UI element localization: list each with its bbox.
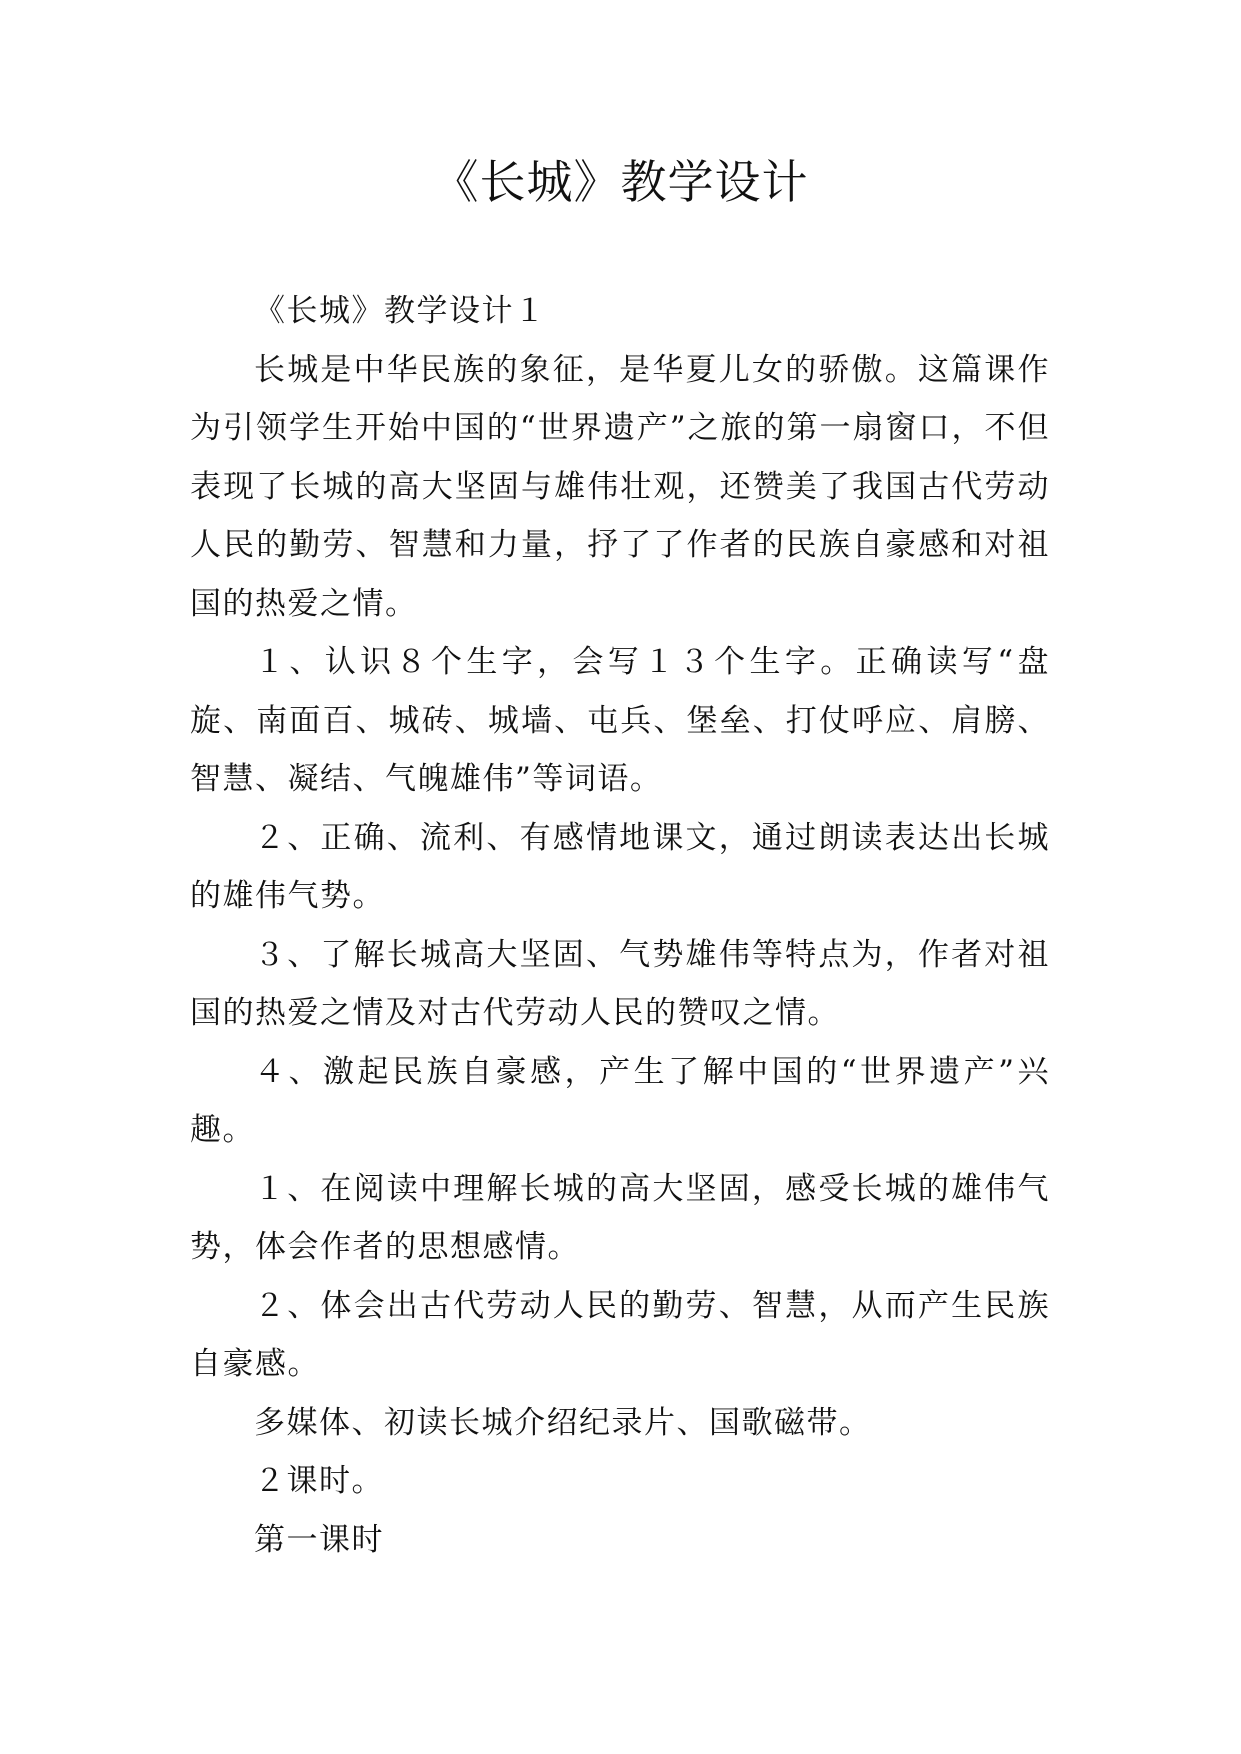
document-title: 《长城》教学设计 <box>432 155 809 209</box>
document-body <box>190 282 1050 1569</box>
key-point-1: １、在阅读中理解长城的高大坚固，感受长城的雄伟气势，体会作者的思想感情。 <box>190 1170 1050 1265</box>
section-heading: 《长城》教学设计１ <box>254 293 547 329</box>
objective-3: ３、了解长城高大坚固、气势雄伟等特点为，作者对祖国的热爱之情及对古代劳动人民的赞叹之情。 <box>190 936 1050 1031</box>
key-point-2: ２、体会出古代劳动人民的勤劳、智慧，从而产生民族自豪感。 <box>190 1287 1050 1382</box>
duration-line: ２课时。 <box>254 1463 384 1499</box>
objective-4: ４、激起民族自豪感，产生了解中国的“世界遗产”兴趣。 <box>190 1053 1050 1148</box>
objective-2: ２、正确、流利、有感情地课文，通过朗读表达出长城的雄伟气势。 <box>190 819 1050 914</box>
lesson-heading: 第一课时 <box>254 1521 384 1558</box>
intro-paragraph: 长城是中华民族的象征，是华夏儿女的骄傲。这篇课作为引领学生开始中国的“世界遗产”之旅的第一扇窗口，不但表现了长城的高大坚固与雄伟壮观，还赞美了我国古代劳动人民的勤劳、智慧和力量，抒了了作者的民族自豪感和对祖国的热爱之情。 <box>190 351 1050 622</box>
objective-1: １、认识８个生字，会写１３个生字。正确读写“盘旋、南面百、城砖、城墙、屯兵、堡垒、打仗呼应、肩膀、智慧、凝结、气魄雄伟”等词语。 <box>190 644 1050 797</box>
materials-line: 多媒体、初读长城介绍纪录片、国歌磁带。 <box>254 1404 872 1441</box>
